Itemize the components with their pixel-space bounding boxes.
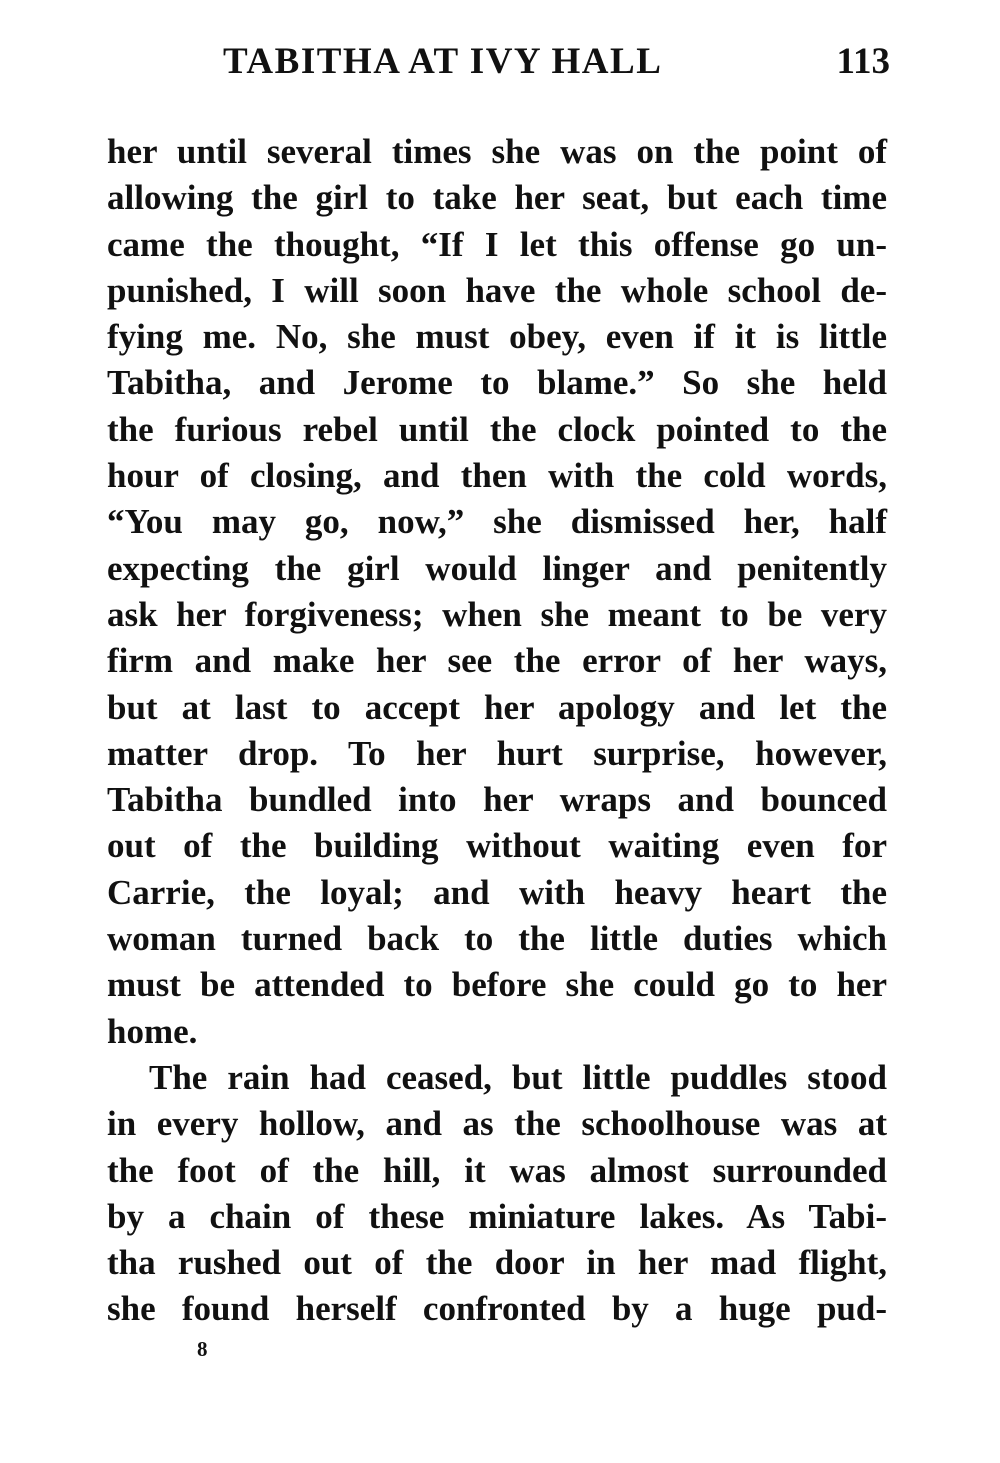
text-line: came the thought, “If I let this offense go un- [107, 224, 887, 264]
text-line: Carrie, the loyal; and with heavy heart the [107, 872, 887, 912]
text-line: out of the building without waiting even for [107, 826, 887, 866]
text-line: the foot of the hill, it was almost surrounded [107, 1150, 887, 1190]
signature-mark: 8 [197, 1337, 208, 1361]
text-line: punished, I will soon have the whole school de- [107, 270, 887, 310]
text-line: she found herself confronted by a huge pud- [107, 1289, 887, 1329]
text-line: allowing the girl to take her seat, but each time [107, 178, 887, 218]
text-line: by a chain of these miniature lakes. As Tabi- [107, 1196, 887, 1236]
text-line: her until several times she was on the point of [107, 132, 887, 171]
text-line: the furious rebel until the clock pointed to the [107, 409, 887, 449]
text-line: home. [107, 1011, 198, 1051]
text-line: but at last to accept her apology and let the [107, 687, 887, 727]
body-text [107, 129, 887, 1333]
text-line: in every hollow, and as the schoolhouse was at [107, 1104, 887, 1144]
text-line: woman turned back to the little duties which [107, 919, 887, 959]
text-line: ask her forgiveness; when she meant to be very [107, 594, 887, 634]
text-line: Tabitha bundled into her wraps and bounced [107, 780, 887, 820]
text-line: must be attended to before she could go to her [107, 965, 887, 1005]
text-line: firm and make her see the error of her ways, [107, 641, 887, 681]
text-line: “You may go, now,” she dismissed her, half [107, 502, 887, 542]
text-line: Tabitha, and Jerome to blame.” So she held [107, 363, 887, 403]
text-line: tha rushed out of the door in her mad flight, [107, 1243, 887, 1283]
text-line: matter drop. To her hurt surprise, however, [107, 733, 887, 773]
page-number: 113 [836, 41, 890, 82]
running-head [105, 40, 890, 90]
text-line: expecting the girl would linger and penitently [107, 548, 887, 588]
text-line: The rain had ceased, but little puddles stood [149, 1057, 887, 1097]
text-line: hour of closing, and then with the cold words, [107, 456, 887, 496]
running-title: TABITHA AT IVY HALL [223, 41, 663, 82]
text-line: fying me. No, she must obey, even if it is little [107, 317, 887, 357]
